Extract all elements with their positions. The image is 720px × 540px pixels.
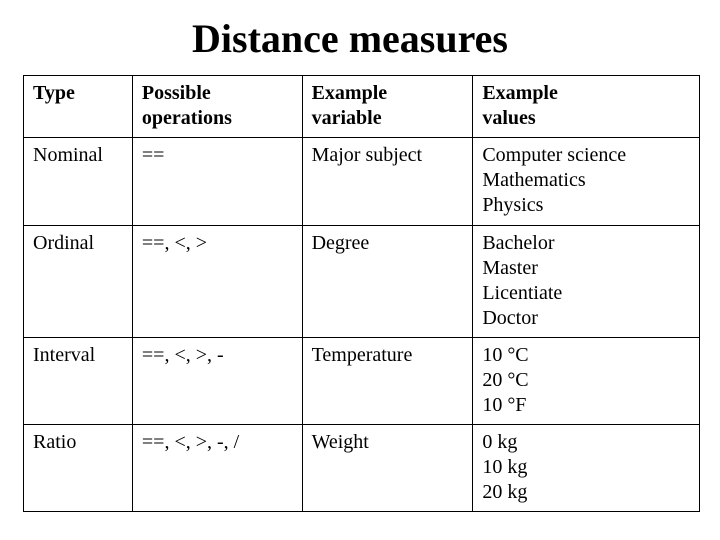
header-values-line-1: Example (482, 82, 558, 104)
value-item: Licentiate (482, 282, 563, 304)
cell-type: Ordinal (24, 226, 133, 338)
header-variable (302, 76, 473, 138)
cell-operations: ==, <, >, - (132, 338, 302, 425)
cell-type: Interval (24, 338, 133, 425)
table-row (24, 425, 700, 512)
value-item: 0 kg (482, 431, 518, 453)
value-item: Doctor (482, 307, 538, 329)
value-item: Master (482, 257, 538, 279)
cell-operations: ==, <, >, -, / (132, 425, 302, 512)
value-item: 20 °C (482, 369, 529, 391)
cell-values (473, 226, 700, 338)
value-item: 10 °C (482, 344, 529, 366)
value-item: Physics (482, 194, 544, 216)
header-values-line-2: values (482, 107, 536, 129)
table-row (24, 338, 700, 425)
cell-values (473, 138, 700, 226)
value-item: Computer science (482, 144, 627, 166)
page-title: Distance measures (192, 16, 508, 61)
table-row (24, 138, 700, 226)
value-item: Bachelor (482, 232, 555, 254)
header-operations-line-2: operations (141, 107, 232, 129)
cell-operations: == (132, 138, 302, 226)
header-variable-line-1: Example (311, 82, 388, 104)
header-values (473, 76, 700, 138)
table-row (24, 226, 700, 338)
header-variable-line-2: variable (311, 107, 382, 129)
header-type (24, 76, 133, 138)
cell-type: Ratio (24, 425, 133, 512)
cell-variable: Major subject (302, 138, 473, 226)
value-item: 20 kg (482, 481, 528, 503)
header-operations (132, 76, 302, 138)
cell-operations: ==, <, > (132, 226, 302, 338)
table-header-row (24, 76, 700, 138)
cell-values (473, 425, 700, 512)
value-item: 10 °F (482, 394, 527, 416)
cell-type: Nominal (24, 138, 133, 226)
cell-variable: Weight (302, 425, 473, 512)
header-operations-line-1: Possible (141, 82, 211, 104)
header-type-line-1: Type (33, 82, 75, 104)
cell-variable: Degree (302, 226, 473, 338)
cell-values (473, 338, 700, 425)
value-item: Mathematics (482, 169, 586, 191)
cell-variable: Temperature (302, 338, 473, 425)
value-item: 10 kg (482, 456, 528, 478)
distance-measures-table (23, 75, 700, 512)
